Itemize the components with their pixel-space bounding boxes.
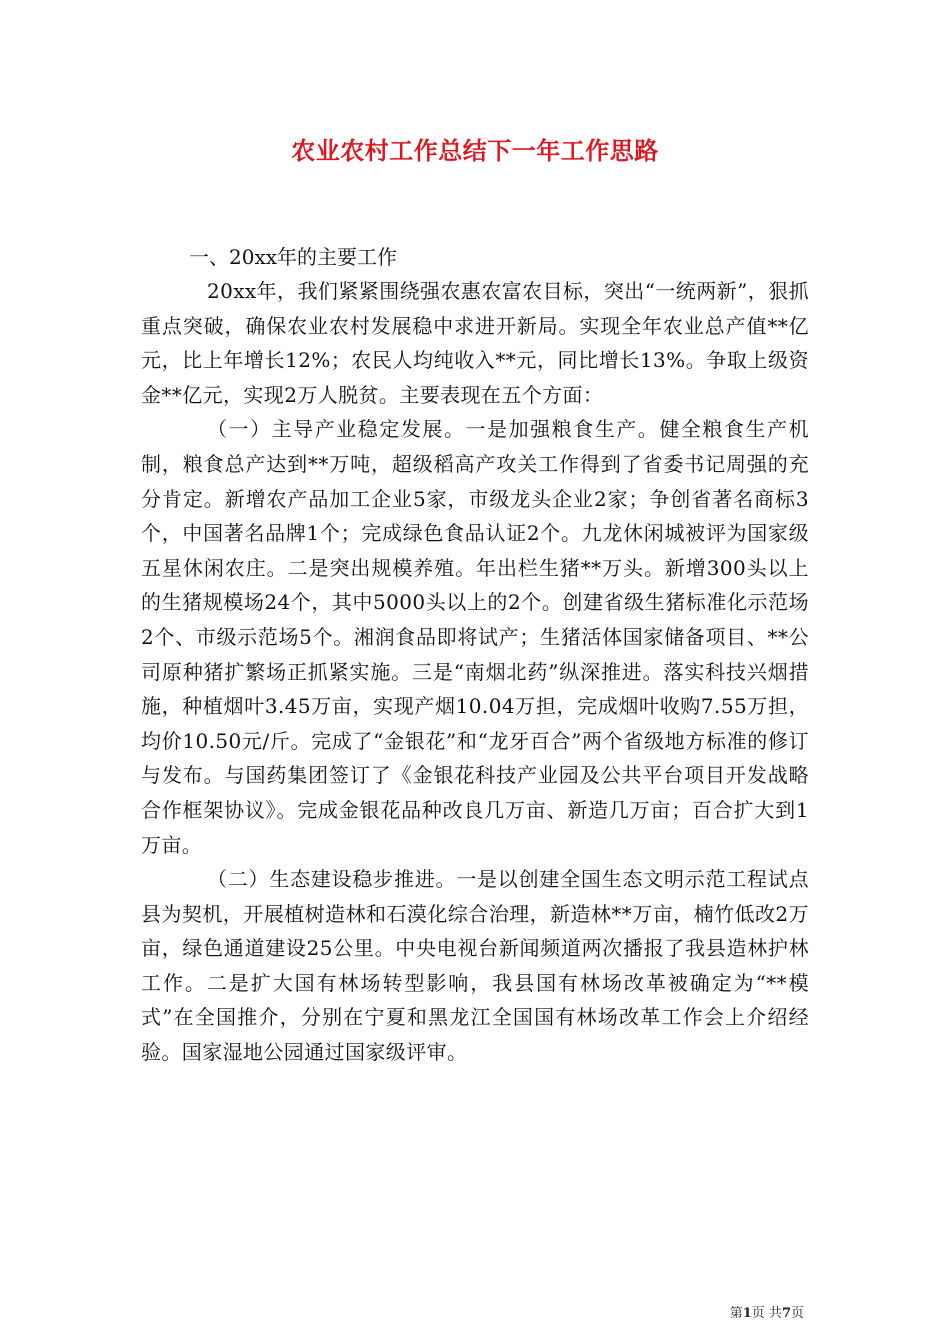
footer-suffix: 页 [790,1306,804,1321]
footer-middle: 页 共 [751,1306,782,1321]
footer-total-pages: 7 [781,1306,791,1321]
paragraph-intro: 20xx年，我们紧紧围绕强农惠农富农目标，突出“一统两新”，狠抓重点突破，确保农业农村发展稳中求进开新局。实现全年农业总产值**亿元，比上年增长12%；农民人均纯收入**元，同比增长13%。争取上级资金**亿元，实现2万人脱贫。主要表现在五个方面： [141,279,809,407]
footer-current-page: 1 [742,1306,752,1321]
paragraph-ecology: （二）生态建设稳步推进。一是以创建全国生态文明示范工程试点县为契机，开展植树造林和石漠化综合治理，新造林**万亩，楠竹低改2万亩，绿色通道建设25公里。中央电视台新闻频道两次播报了我县造林护林工作。二是扩大国有林场转型影响，我县国有林场改革被确定为“**模式”在全国推介，分别在宁夏和黑龙江全国国有林场改革工作会上介绍经验。国家湿地公园通过国家级评审。 [141,867,809,1065]
footer-prefix: 第 [729,1306,743,1321]
paragraph-industry: （一）主导产业稳定发展。一是加强粮食生产。健全粮食生产机制，粮食总产达到**万吨，超级稻高产攻关工作得到了省委书记周强的充分肯定。新增农产品加工企业5家，市级龙头企业2家；争创省著名商标3个，中国著名品牌1个；完成绿色食品认证2个。九龙休闲城被评为国家级五星休闲农庄。二是突出规模养殖。年出栏生猪**万头。新增300头以上的生猪规模场24个，其中5000头以上的2个。创建省级生猪标准化示范场2个、市级示范场5个。湘润食品即将试产；生猪活体国家储备项目、**公司原种猪扩繁场正抓紧实施。三是“南烟北药”纵深推进。落实科技兴烟措施，种植烟叶3.45万亩，实现产烟10.04万担，完成烟叶收购7.55万担，均价10.50元/斤。完成了“金银花”和“龙牙百合”两个省级地方标准的修订与发布。与国药集团签订了《金银花科技产业园及公共平台项目开发战略合作框架协议》。完成金银花品种改良几万亩、新造几万亩；百合扩大到1万亩。 [141,417,809,857]
document-body [141,240,809,1070]
page-footer [730,1302,804,1321]
section-heading: 一、20xx年的主要工作 [189,245,398,269]
document-title: 农业农村工作总结下一年工作思路 [291,136,659,165]
